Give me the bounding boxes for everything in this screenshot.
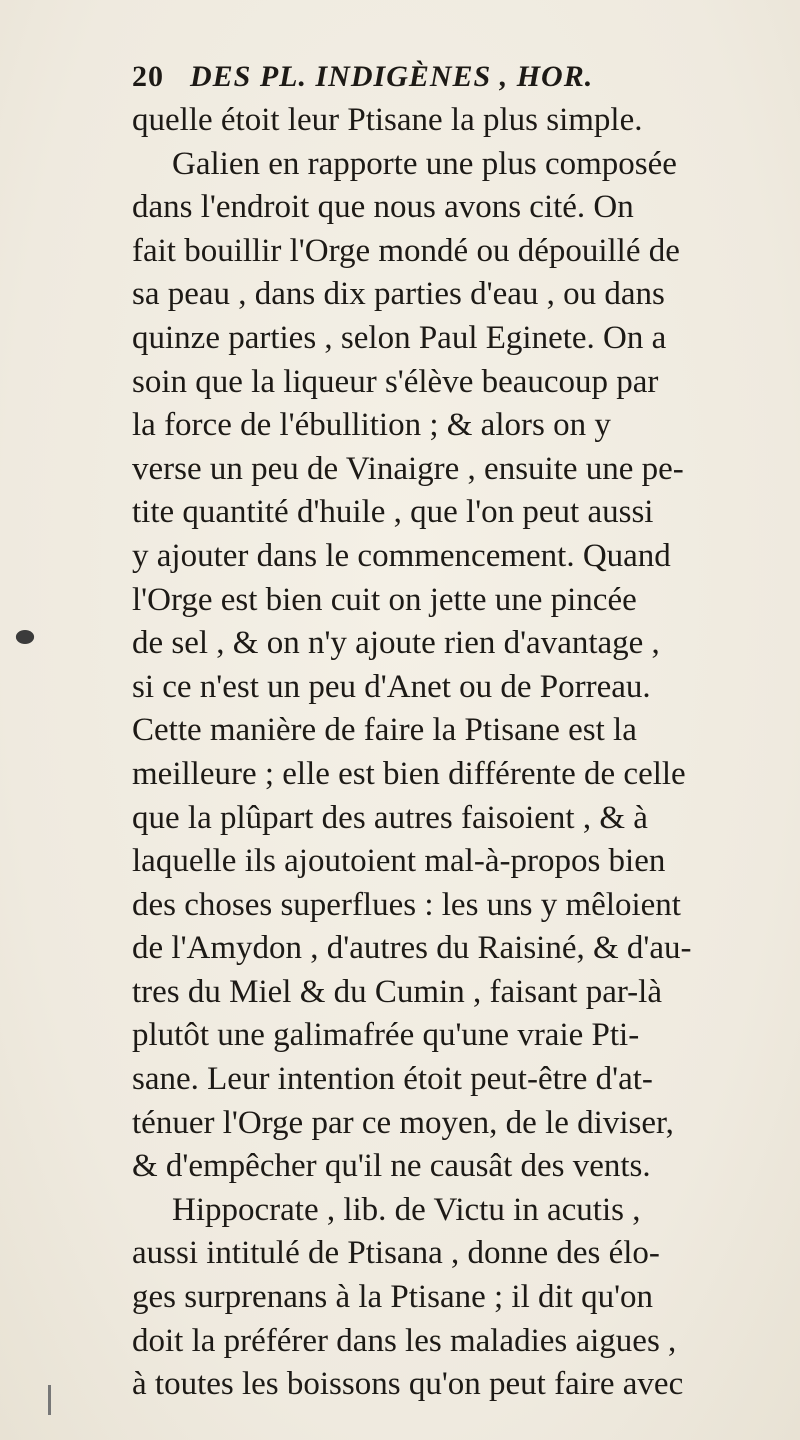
text-line: dans l'endroit que nous avons cité. On bbox=[132, 189, 634, 226]
text-line: tres du Miel & du Cumin , faisant par-là bbox=[132, 973, 662, 1010]
running-header bbox=[132, 55, 787, 99]
text-line: plutôt une galimafrée qu'une vraie Pti- bbox=[132, 1017, 640, 1054]
text-line: l'Orge est bien cuit on jette une pincée bbox=[132, 581, 637, 618]
text-line: aussi intitulé de Ptisana , donne des élo- bbox=[132, 1235, 660, 1272]
running-head-title: DES PL. INDIGÈNES , HOR. bbox=[190, 60, 594, 93]
text-line: si ce n'est un peu d'Anet ou de Porreau. bbox=[132, 668, 651, 705]
text-line: tite quantité d'huile , que l'on peut aussi bbox=[132, 494, 654, 531]
text-line: verse un peu de Vinaigre , ensuite une pe- bbox=[132, 450, 684, 487]
text-line: & d'empêcher qu'il ne causât des vents. bbox=[132, 1148, 651, 1185]
body-text bbox=[132, 99, 787, 1407]
ink-spot bbox=[16, 630, 34, 644]
text-line: à toutes les boissons qu'on peut faire avec bbox=[132, 1366, 684, 1403]
text-line: doit la préférer dans les maladies aigues , bbox=[132, 1322, 677, 1359]
page-number: 20 bbox=[132, 60, 164, 93]
text-line: sane. Leur intention étoit peut-être d'at- bbox=[132, 1061, 653, 1098]
text-line: des choses superflues : les uns y mêloient bbox=[132, 886, 681, 923]
text-line: Galien en rapporte une plus composée bbox=[172, 145, 677, 182]
text-line: de sel , & on n'y ajoute rien d'avantage , bbox=[132, 625, 660, 662]
text-line: quinze parties , selon Paul Eginete. On a bbox=[132, 319, 667, 356]
text-line: de l'Amydon , d'autres du Raisiné, & d'au- bbox=[132, 930, 692, 967]
text-line: Hippocrate , lib. de Victu in acutis , bbox=[172, 1191, 641, 1228]
text-line: Cette manière de faire la Ptisane est la bbox=[132, 712, 637, 749]
text-line: la force de l'ébullition ; & alors on y bbox=[132, 407, 611, 444]
text-line: que la plûpart des autres faisoient , & à bbox=[132, 799, 648, 836]
text-line: meilleure ; elle est bien différente de celle bbox=[132, 755, 686, 792]
text-line: laquelle ils ajoutoient mal-à-propos bien bbox=[132, 843, 666, 880]
text-line: y ajouter dans le commencement. Quand bbox=[132, 537, 671, 574]
text-line: sa peau , dans dix parties d'eau , ou dans bbox=[132, 276, 665, 313]
text-line: soin que la liqueur s'élève beaucoup par bbox=[132, 363, 659, 400]
text-block bbox=[132, 55, 787, 1407]
text-line: quelle étoit leur Ptisane la plus simple. bbox=[132, 102, 643, 138]
text-line: ténuer l'Orge par ce moyen, de le diviser, bbox=[132, 1104, 674, 1141]
margin-stroke bbox=[48, 1385, 51, 1415]
text-line: ges surprenans à la Ptisane ; il dit qu'on bbox=[132, 1279, 654, 1316]
text-line: fait bouillir l'Orge mondé ou dépouillé de bbox=[132, 232, 680, 269]
